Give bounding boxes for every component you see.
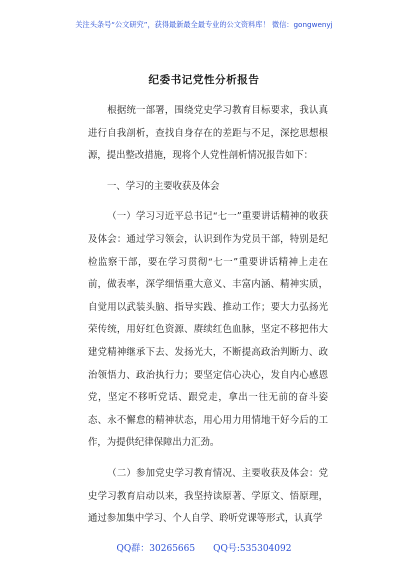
body-paragraph-1-text: （一）学习习近平总书记“七一”重要讲话精神的收获及体会：通过学习领会，认识到作为党员干部，特别是纪检监察干部，要在学习贯彻“七一”重要讲话精神上走在前，做表率，深学细悟重大意义、丰富内涵、精神实质，自觉用以武装头脑、指导实践、推动工作；要大力弘扬光荣传统，用好红色资源、赓续红色血脉，坚定不移把伟大建党精神继承下去、发扬光大，不断提高政治判断力、政治领悟力、政治执行力；要坚定信心决心，发自内心感恩党，坚定不移听党话、跟党走，拿出一往无前的奋斗姿态、永不懈怠的精神状态，用心用力用情地干好今后的工作，为提供纪律保障出力汇劲。 bbox=[88, 211, 328, 449]
intro-paragraph bbox=[88, 100, 328, 168]
qq-number: QQ号:535304092 bbox=[213, 544, 292, 554]
body-paragraph-2 bbox=[88, 463, 328, 531]
page-title: 纪委书记党性分析报告 bbox=[148, 74, 260, 86]
intro-text: 根据统一部署，围绕党史学习教育目标要求，我认真进行自我剖析，查找自身存在的差距与不足，深挖思想根源，提出整改措施，现将个人党性剖析情况报告如下： bbox=[88, 105, 328, 162]
body-paragraph-1 bbox=[88, 206, 328, 455]
footer-contact bbox=[0, 541, 408, 554]
section-heading-text: 一、学习的主要收获及体会 bbox=[107, 180, 220, 192]
body-paragraph-2-text: （二）参加党史学习教育情况、主要收获及体会：党史学习教育启动以来，我坚持读原著、学原文、悟原理，通过参加集中学习、个人自学、聆听党课等形式，认真学 bbox=[88, 467, 328, 525]
qq-group-number: QQ群：30265665 bbox=[116, 544, 196, 554]
document-body bbox=[88, 100, 328, 531]
section-heading bbox=[88, 176, 328, 199]
header-banner: 关注头条号“公文研究”，获得最新最全最专业的公文资料库！ 微信：gongwenyj bbox=[75, 20, 333, 29]
